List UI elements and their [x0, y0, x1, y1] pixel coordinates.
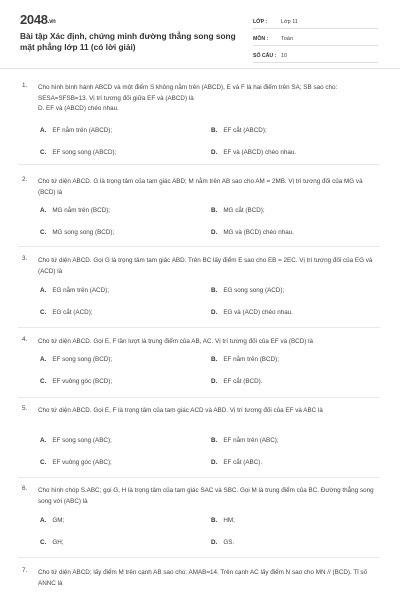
question-number: 1. — [22, 82, 28, 89]
option-text: EF vuông góc (BCD); — [52, 378, 113, 385]
option-text: MG và (BCD) chéo nhau. — [223, 229, 295, 236]
option-letter: C. — [40, 149, 47, 156]
option-letter: A. — [40, 437, 47, 444]
meta-value: 10 — [281, 52, 288, 59]
option-letter: A. — [40, 207, 47, 214]
option-letter: B. — [211, 517, 218, 524]
option-letter: B. — [211, 127, 218, 134]
option-c[interactable] — [40, 378, 112, 385]
question-number: 2. — [22, 176, 28, 183]
logo-main: 2048 — [20, 12, 48, 27]
question-divider — [18, 557, 380, 558]
question-number: 4. — [22, 336, 28, 343]
option-d[interactable] — [211, 539, 234, 546]
option-text: EG song song (ACD); — [223, 287, 285, 294]
option-text: EF cắt (BCD). — [223, 378, 263, 385]
option-b[interactable] — [211, 127, 267, 134]
meta-label: MÔN : — [253, 35, 269, 42]
question-text: Cho tứ diện ABCD; lấy điểm M trên cạnh AB sao cho: AMAB=14. Trên cạnh AC lấy điểm N sao cho MN // (BCD). Tỉ số ANNC là — [38, 569, 368, 587]
option-d[interactable] — [211, 149, 296, 156]
option-letter: C. — [40, 309, 47, 316]
site-logo[interactable] — [20, 12, 56, 27]
option-text: EG cắt (ACD); — [52, 309, 93, 316]
option-letter: C. — [40, 459, 47, 466]
option-letter: B. — [211, 437, 218, 444]
option-letter: B. — [211, 356, 218, 363]
meta-row-subject — [253, 32, 378, 46]
option-d[interactable] — [211, 309, 293, 316]
option-a[interactable] — [40, 356, 112, 363]
option-text: GH; — [52, 539, 64, 546]
option-text: EF song song (ABCD); — [52, 149, 117, 156]
document-meta — [253, 15, 378, 66]
option-b[interactable] — [211, 517, 235, 524]
option-text: EF nằm trên (ABC); — [223, 437, 279, 444]
option-a[interactable] — [40, 437, 112, 444]
option-letter: A. — [40, 517, 47, 524]
option-letter: A. — [40, 287, 47, 294]
option-text: EF cắt (ABC). — [223, 459, 263, 466]
question-text: Cho tứ diện ABCD. Gọi E, F là trọng tâm của tam giác ACD và ABD. Vị trí tương đối của EF và ABC là — [38, 407, 323, 414]
question-divider — [18, 477, 380, 478]
option-letter: A. — [40, 356, 47, 363]
option-text: HM; — [223, 517, 235, 524]
option-d[interactable] — [211, 229, 294, 236]
question-divider — [18, 164, 380, 165]
question-extra-text: D. EF và (ABCD) chéo nhau. — [38, 105, 119, 112]
option-text: EG nằm trên (ACD); — [52, 287, 109, 294]
option-a[interactable] — [40, 207, 110, 214]
option-a[interactable] — [40, 127, 112, 134]
meta-row-class — [253, 15, 378, 29]
option-text: GM; — [52, 517, 65, 524]
option-text: EG và (ACD) chéo nhau. — [223, 309, 293, 316]
meta-value: Lớp 11 — [281, 18, 298, 25]
option-letter: D. — [211, 309, 218, 316]
option-b[interactable] — [211, 437, 279, 444]
question-text: Cho hình chóp S.ABC; gọi G, H là trọng tâm của tam giác SAC và SBC. Gọi M là trung điểm của BC. Đường thẳng song song với (ABC) là — [38, 487, 374, 505]
option-c[interactable] — [40, 539, 64, 546]
option-a[interactable] — [40, 517, 64, 524]
option-text: MG nằm trên (BCD); — [52, 207, 111, 214]
option-c[interactable] — [40, 459, 112, 466]
option-d[interactable] — [211, 378, 263, 385]
option-c[interactable] — [40, 149, 116, 156]
option-text: MG cắt (BCD); — [223, 207, 265, 214]
question-text: Cho hình bình hành ABCD và một điểm S không nằm trên (ABCD), E và F là hai điểm trên SA; SB sao cho: SESA=SFSB=13. Vị trí tương đối giữa EF và (ABCD) là — [38, 84, 338, 102]
logo-suffix: .vn — [47, 19, 56, 25]
option-text: EF song song (ABC); — [52, 437, 112, 444]
meta-value: Toán — [281, 35, 293, 42]
option-text: GS. — [223, 539, 235, 546]
question-text: Cho tứ diện ABCD. G là trọng tâm của tam giác ABD; M nằm trên AB sao cho AM = 2MB. Vị trí tương đối của MG và (BCD) là — [38, 178, 363, 196]
option-a[interactable] — [40, 287, 109, 294]
option-letter: D. — [211, 378, 218, 385]
meta-label: LỚP : — [253, 18, 268, 25]
question-text: Cho tứ diện ABCD. Gọi G là trọng tâm tam giác ABD. Trên BC lấy điểm E sao cho EB = 2EC. Vị trí tương đối của EG và (ACD) là — [38, 257, 373, 275]
option-d[interactable] — [211, 459, 262, 466]
option-c[interactable] — [40, 309, 93, 316]
option-letter: C. — [40, 539, 47, 546]
option-letter: C. — [40, 229, 47, 236]
option-letter: D. — [211, 539, 218, 546]
option-text: EF và (ABCD) chéo nhau. — [223, 149, 297, 156]
option-letter: C. — [40, 378, 47, 385]
question-divider — [18, 246, 380, 247]
option-letter: B. — [211, 207, 218, 214]
question-number: 3. — [22, 255, 28, 262]
question-number: 5. — [22, 405, 28, 412]
option-letter: B. — [211, 287, 218, 294]
option-letter: D. — [211, 459, 218, 466]
option-b[interactable] — [211, 287, 284, 294]
question-number: 6. — [22, 485, 28, 492]
question-divider — [18, 327, 380, 328]
option-letter: D. — [211, 229, 218, 236]
option-text: EF nằm trên (BCD); — [223, 356, 279, 363]
option-text: EF vuông góc (ABC); — [52, 459, 112, 466]
question-number: 7. — [22, 567, 28, 574]
question-divider — [18, 397, 380, 398]
option-letter: A. — [40, 127, 47, 134]
option-text: EF cắt (ABCD); — [223, 127, 267, 134]
option-b[interactable] — [211, 356, 279, 363]
option-letter: D. — [211, 149, 218, 156]
question-text: Cho tứ diện ABCD. Gọi E, F lần lượt là trung điểm của AB, AC. Vị trí tương đối của EF và (BCD) là — [38, 338, 313, 345]
meta-row-count — [253, 49, 378, 63]
document-header — [0, 0, 400, 69]
meta-label: SỐ CÂU : — [253, 52, 277, 59]
option-b[interactable] — [211, 207, 265, 214]
option-text: MG song song (BCD); — [52, 229, 115, 236]
option-text: EF nằm trên (ABCD); — [52, 127, 113, 134]
document-title: Bài tập Xác định, chứng minh đường thẳng song song mặt phẳng lớp 11 (có lời giải) — [20, 31, 236, 52]
option-text: EF song song (BCD); — [52, 356, 113, 363]
option-c[interactable] — [40, 229, 114, 236]
